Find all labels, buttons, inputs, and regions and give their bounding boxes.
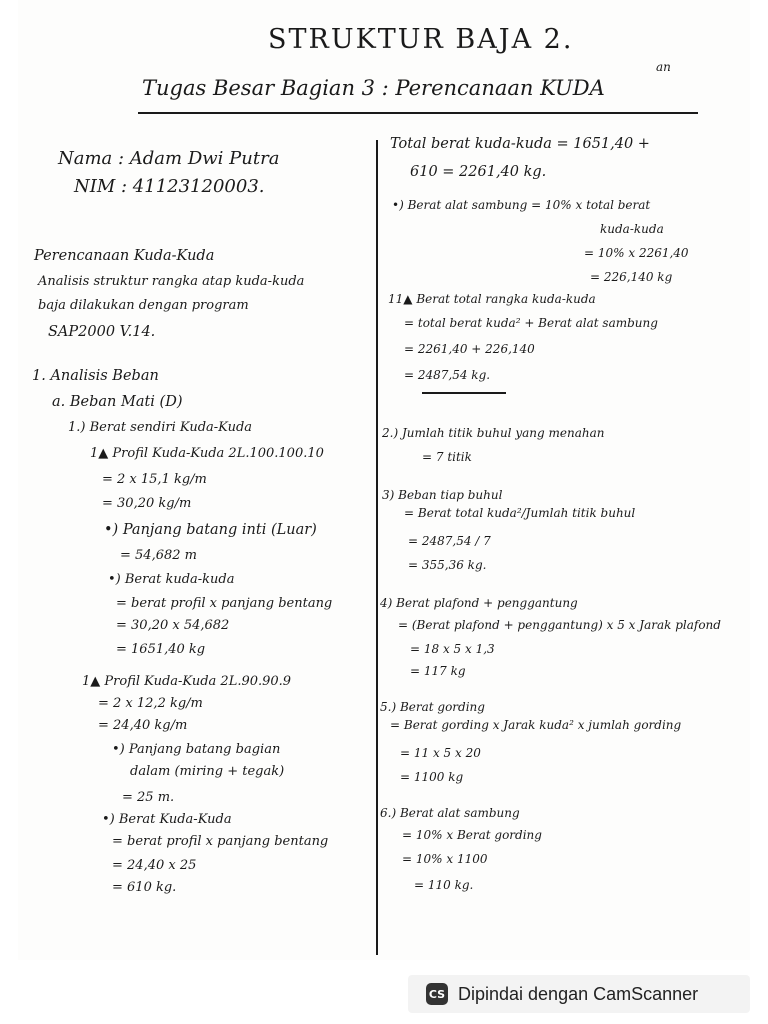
left-line: Nama : Adam Dwi Putra	[58, 148, 280, 169]
right-line: = Berat gording x Jarak kuda² x jumlah gording	[390, 718, 682, 732]
column-divider	[376, 140, 378, 955]
left-line: •) Panjang batang inti (Luar)	[104, 522, 317, 538]
right-line: = 355,36 kg.	[408, 558, 487, 572]
left-line: = 610 kg.	[112, 880, 177, 895]
page-subtitle: Tugas Besar Bagian 3 : Perencanaan KUDA	[142, 76, 605, 100]
left-line: dalam (miring + tegak)	[130, 764, 285, 779]
right-line: = 10% x 1100	[402, 852, 488, 866]
right-line: 5.) Berat gording	[380, 700, 485, 714]
left-line: •) Berat kuda-kuda	[108, 572, 235, 587]
right-line: = 7 titik	[422, 450, 472, 464]
right-line: = (Berat plafond + penggantung) x 5 x Jarak plafond	[398, 618, 721, 632]
watermark-text: Dipindai dengan CamScanner	[458, 983, 699, 1004]
left-line: = 24,40 x 25	[112, 858, 197, 873]
right-line: •) Berat alat sambung = 10% x total berat	[392, 198, 651, 212]
page-title: STRUKTUR BAJA 2.	[268, 24, 574, 55]
right-line: = 11 x 5 x 20	[400, 746, 481, 760]
left-line: SAP2000 V.14.	[48, 324, 156, 340]
right-line: = 10% x 2261,40	[584, 246, 689, 260]
right-line: = 18 x 5 x 1,3	[410, 642, 495, 656]
right-line: = 2261,40 + 226,140	[404, 342, 535, 356]
left-line: Perencanaan Kuda-Kuda	[34, 248, 215, 264]
right-line: 3) Beban tiap buhul	[382, 488, 503, 502]
right-line: kuda-kuda	[600, 222, 664, 236]
left-line: = berat profil x panjang bentang	[116, 596, 333, 611]
left-line: = 30,20 kg/m	[102, 496, 192, 511]
right-line: = 10% x Berat gording	[402, 828, 542, 842]
total-underline	[422, 392, 506, 394]
left-line: •) Berat Kuda-Kuda	[102, 812, 232, 827]
subtitle-superscript: an	[656, 60, 671, 74]
title-underline	[138, 112, 698, 114]
left-line: 1. Analisis Beban	[32, 368, 159, 384]
camscanner-watermark	[408, 975, 750, 1013]
left-line: 1▲ Profil Kuda-Kuda 2L.90.90.9	[82, 674, 292, 689]
right-line: = 110 kg.	[414, 878, 474, 892]
right-line: = 1100 kg	[400, 770, 464, 784]
left-line: = 54,682 m	[120, 548, 197, 563]
right-line: = 2487,54 / 7	[408, 534, 491, 548]
camscanner-logo-icon: CS	[426, 983, 448, 1005]
left-line: = 24,40 kg/m	[98, 718, 188, 733]
left-line: = 25 m.	[122, 790, 175, 805]
right-line: = 226,140 kg	[590, 270, 673, 284]
right-line: = 2487,54 kg.	[404, 368, 491, 382]
left-line: •) Panjang batang bagian	[112, 742, 281, 757]
right-line: Total berat kuda-kuda = 1651,40 +	[390, 136, 650, 152]
left-line: NIM : 41123120003.	[74, 176, 265, 197]
right-line: = 117 kg	[410, 664, 466, 678]
right-line: 6.) Berat alat sambung	[380, 806, 520, 820]
left-line: = 1651,40 kg	[116, 642, 206, 657]
right-line: = Berat total kuda²/Jumlah titik buhul	[404, 506, 636, 520]
left-line: = 30,20 x 54,682	[116, 618, 230, 633]
left-line: baja dilakukan dengan program	[38, 298, 249, 313]
right-line: 11▲ Berat total rangka kuda-kuda	[388, 292, 596, 306]
right-line: 4) Berat plafond + penggantung	[380, 596, 578, 610]
left-line: 1.) Berat sendiri Kuda-Kuda	[68, 420, 253, 435]
left-line: = berat profil x panjang bentang	[112, 834, 329, 849]
right-line: 2.) Jumlah titik buhul yang menahan	[382, 426, 605, 440]
scanned-page	[18, 0, 750, 960]
left-line: a. Beban Mati (D)	[52, 394, 183, 410]
left-line: 1▲ Profil Kuda-Kuda 2L.100.100.10	[90, 446, 324, 461]
right-line: 610 = 2261,40 kg.	[410, 164, 547, 180]
right-line: = total berat kuda² + Berat alat sambung	[404, 316, 658, 330]
left-line: = 2 x 15,1 kg/m	[102, 472, 207, 487]
left-line: Analisis struktur rangka atap kuda-kuda	[38, 274, 305, 289]
left-line: = 2 x 12,2 kg/m	[98, 696, 203, 711]
